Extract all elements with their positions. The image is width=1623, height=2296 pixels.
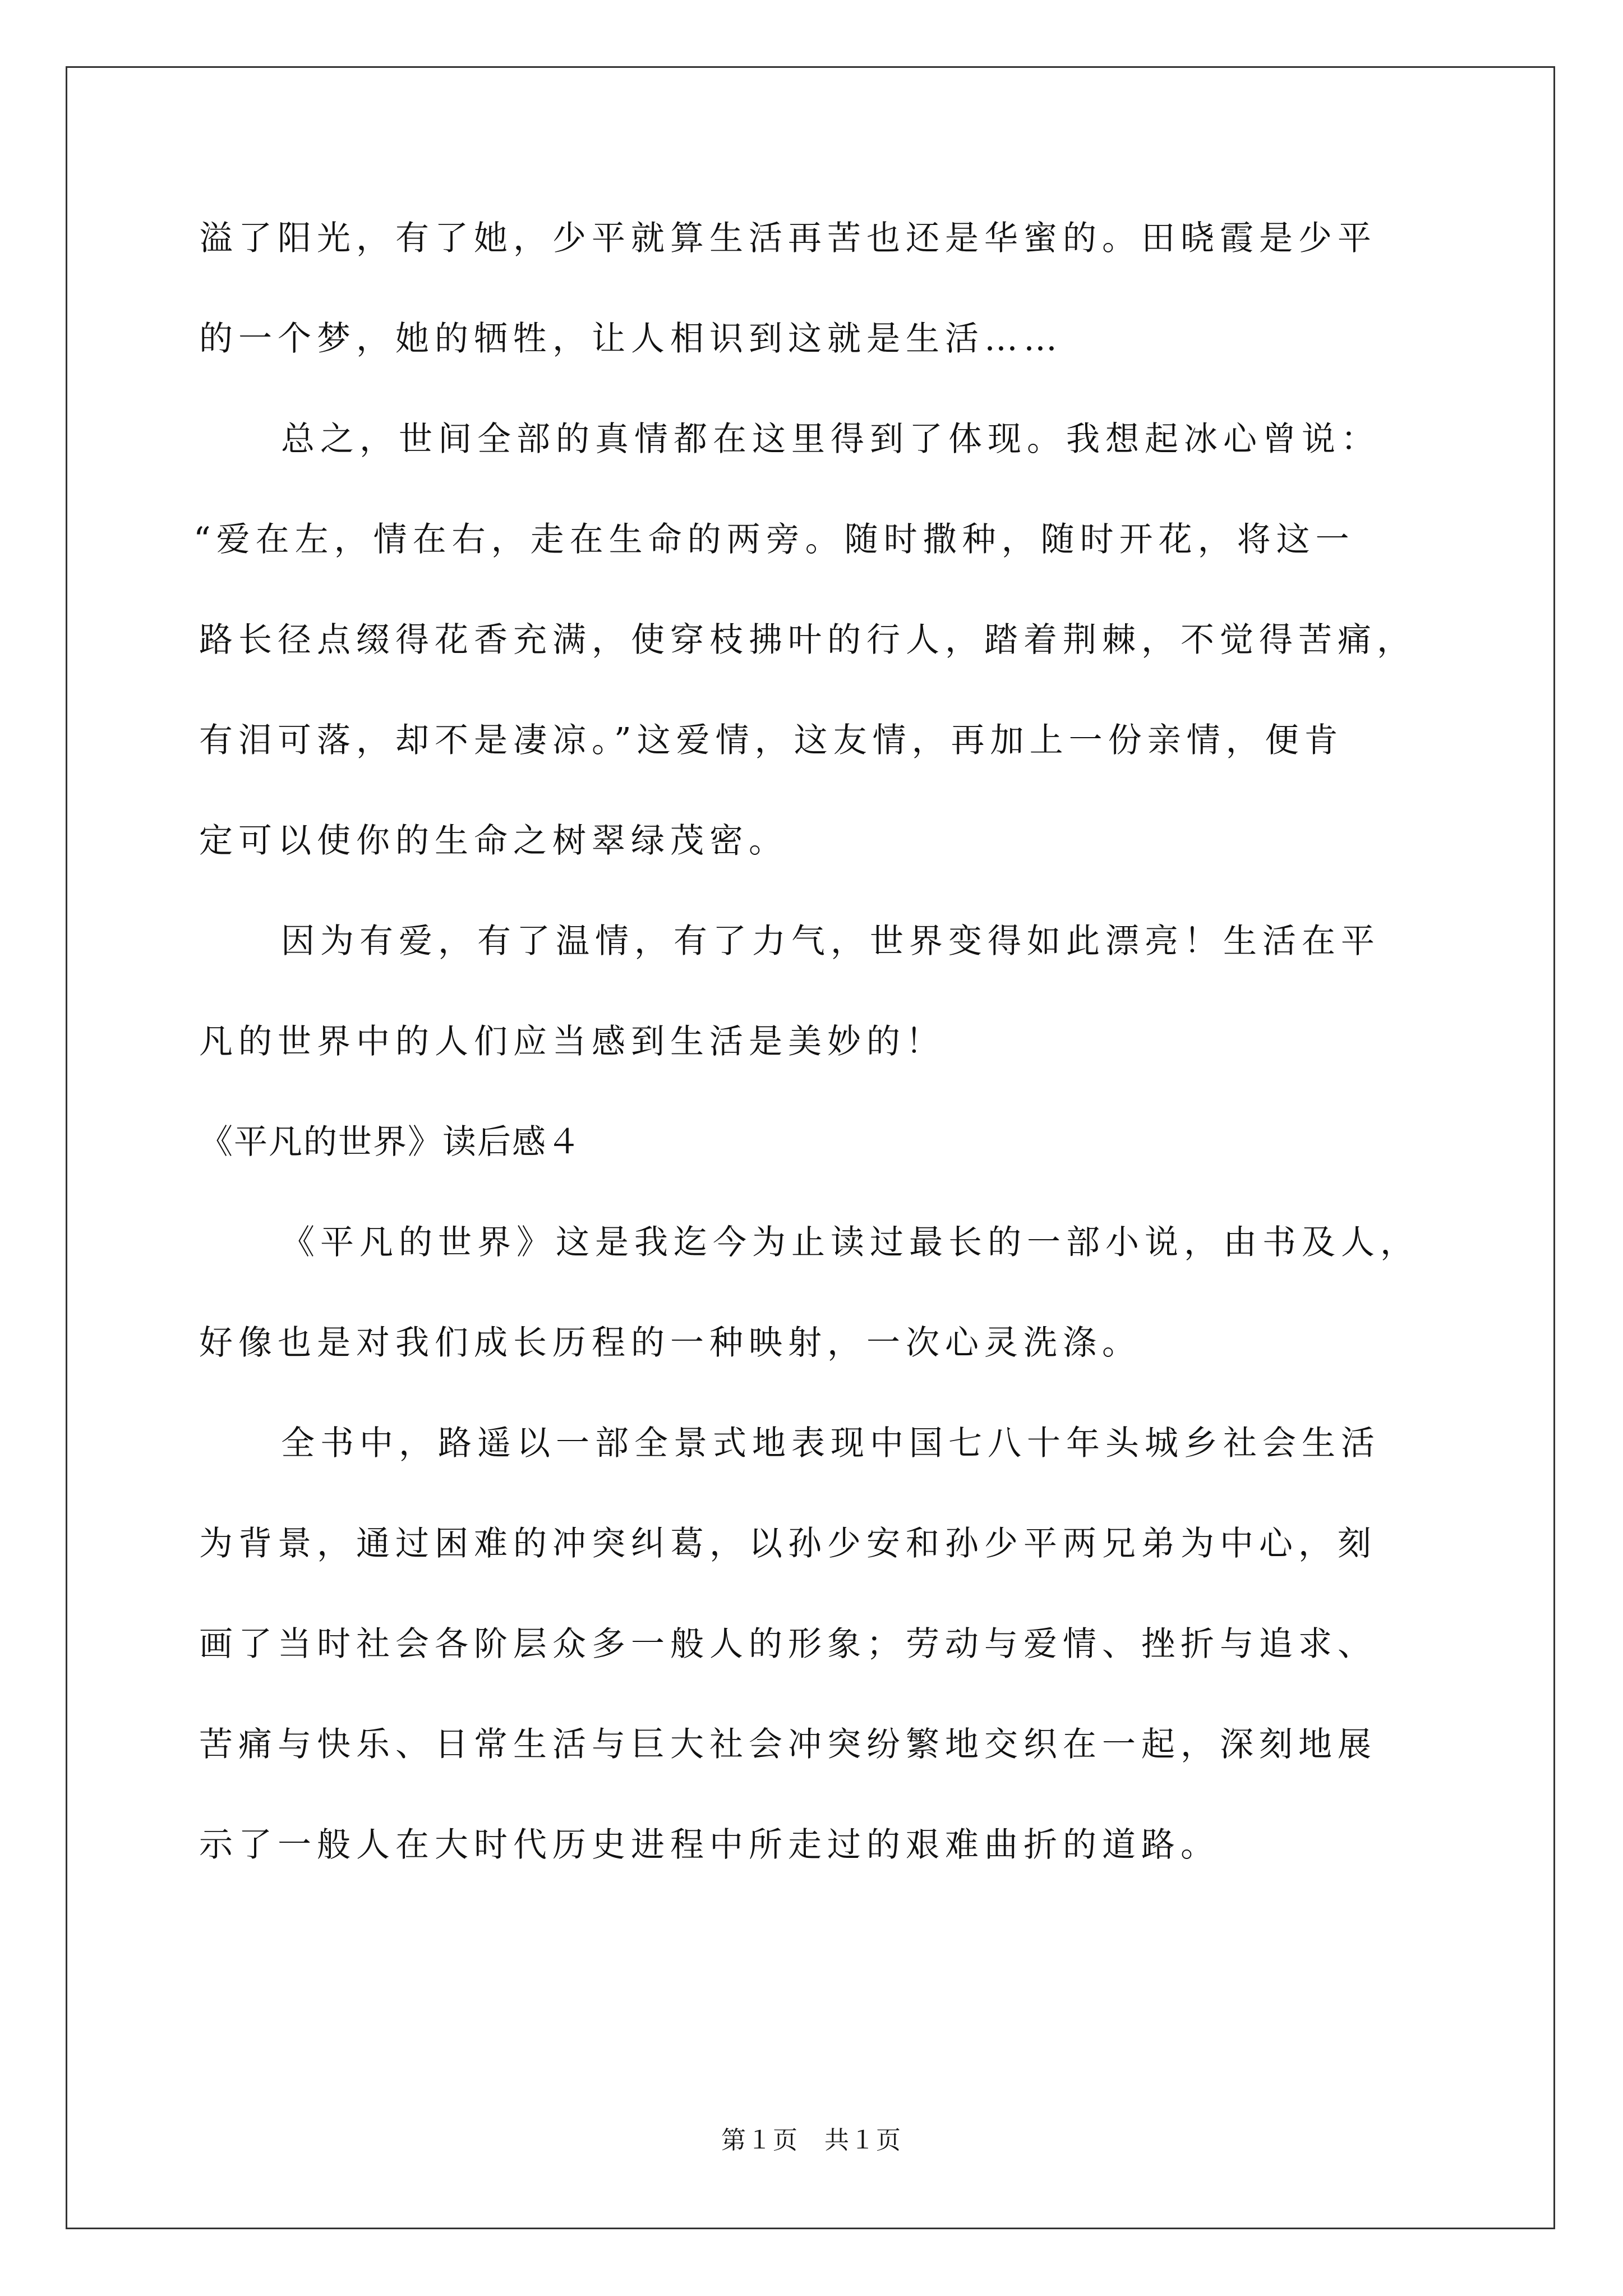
text-line: 路长径点缀得花香充满，使穿枝拂叶的行人，踏着荆棘，不觉得苦痛， (199, 620, 1416, 660)
text-line: 的一个梦，她的牺牲，让人相识到这就是生活…… (199, 319, 1063, 358)
document-body (193, 216, 1472, 1923)
text-line: 苦痛与快乐、日常生活与巨大社会冲突纷繁地交织在一起，深刻地展 (199, 1725, 1377, 1764)
paragraph-first-line: 《平凡的世界》这是我迄今为止读过最长的一部小说，由书及人， (281, 1223, 1419, 1262)
text-line: 示了一般人在大时代历史进程中所走过的艰难曲折的道路。 (199, 1825, 1220, 1865)
text-line: 凡的世界中的人们应当感到生活是美妙的！ (199, 1022, 945, 1061)
paragraph-first-line: 总之，世间全部的真情都在这里得到了体现。我想起冰心曾说： (281, 420, 1380, 459)
text-line: 溢了阳光，有了她，少平就算生活再苦也还是华蜜的。田晓霞是少平 (199, 219, 1377, 258)
text-line: 定可以使你的生命之树翠绿茂密。 (199, 821, 788, 861)
text-line: “爱在左，情在右，走在生命的两旁。随时撒种，随时开花，将这一 (193, 520, 1355, 559)
page-number-footer: 第１页 共１页 (721, 2126, 902, 2155)
text-line: 画了当时社会各阶层众多一般人的形象；劳动与爱情、挫折与追求、 (199, 1625, 1377, 1664)
section-heading: 《平凡的世界》读后感４ (199, 1122, 582, 1162)
text-line: 好像也是对我们成长历程的一种映射，一次心灵洗涤。 (199, 1323, 1141, 1363)
paragraph-first-line: 全书中，路遥以一部全景式地表现中国七八十年头城乡社会生活 (281, 1424, 1380, 1463)
paragraph-first-line: 因为有爱，有了温情，有了力气，世界变得如此漂亮！生活在平 (281, 922, 1380, 961)
text-line: 为背景，通过困难的冲突纠葛，以孙少安和孙少平两兄弟为中心，刻 (199, 1524, 1377, 1563)
text-line: 有泪可落，却不是凄凉。”这爱情，这友情，再加上一份亲情，便肯 (199, 721, 1344, 760)
